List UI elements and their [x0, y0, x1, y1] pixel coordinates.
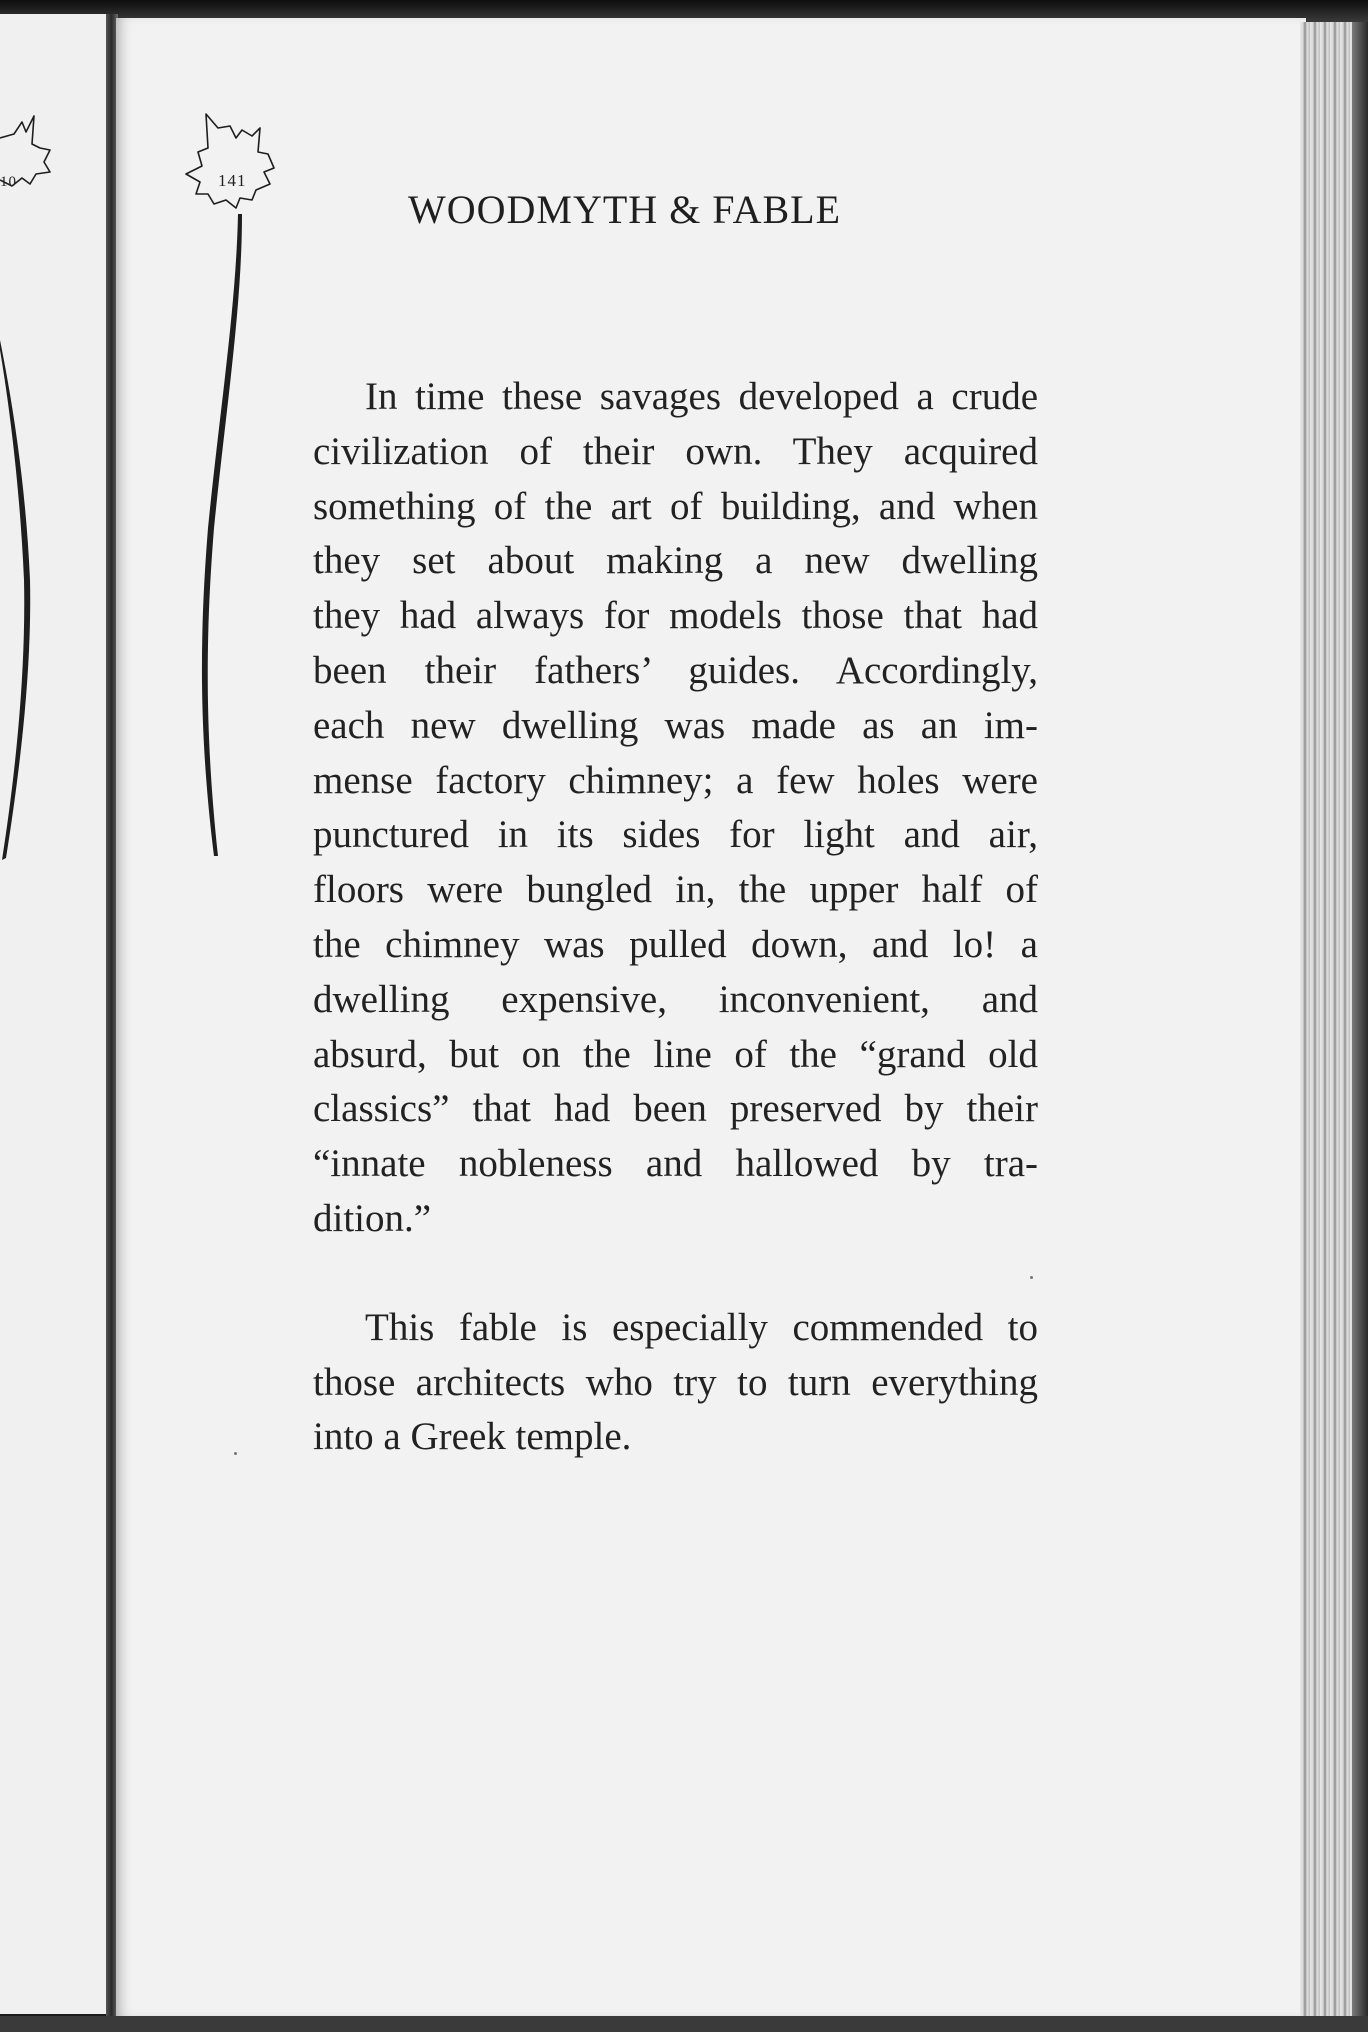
- text-line: they had always for models those that had: [313, 594, 1038, 638]
- text-line: “innate nobleness and hallowed by tra-: [313, 1142, 1038, 1186]
- book-cover-edge: [1352, 22, 1368, 2028]
- paragraph-gap: [313, 1247, 1038, 1301]
- text-line: civilization of their own. They acquired: [313, 429, 1038, 473]
- text-line: This fable is especially commended to: [365, 1305, 1038, 1349]
- left-maple-leaf-icon: [0, 110, 60, 870]
- text-line: the chimney was pulled down, and lo! a: [313, 922, 1038, 966]
- text-line: into a Greek temple.: [313, 1415, 632, 1459]
- text-line: something of the art of building, and when: [313, 484, 1038, 528]
- paper-speck: [234, 1452, 237, 1455]
- text-line: absurd, but on the line of the “grand old: [313, 1032, 1038, 1076]
- running-head: WOODMYTH & FABLE: [408, 187, 842, 232]
- text-line: each new dwelling was made as an im-: [313, 703, 1038, 747]
- paragraph-2: [313, 1301, 1038, 1465]
- text-line: been their fathers’ guides. Accordingly,: [313, 648, 1038, 692]
- text-line: dwelling expensive, inconvenient, and: [313, 977, 1038, 1021]
- text-line: they set about making a new dwelling: [313, 539, 1038, 583]
- paragraph-1: [313, 370, 1038, 1247]
- paper-speck: [1030, 1276, 1033, 1279]
- text-line: punctured in its sides for light and air,: [313, 813, 1038, 857]
- text-line: floors were bungled in, the upper half of: [313, 868, 1038, 912]
- text-line: In time these savages developed a crude: [365, 375, 1038, 418]
- text-line: dition.”: [313, 1196, 432, 1240]
- text-line: those architects who try to turn everything: [313, 1360, 1038, 1404]
- page-number: 141: [218, 171, 247, 190]
- left-page-number: 10: [0, 174, 17, 190]
- text-line: classics” that had been preserved by their: [313, 1087, 1038, 1131]
- book-bottom-edge: [0, 2016, 1368, 2032]
- body-text: [313, 370, 1038, 1465]
- maple-leaf-icon: [178, 108, 288, 868]
- text-line: mense factory chimney; a few holes were: [313, 758, 1038, 802]
